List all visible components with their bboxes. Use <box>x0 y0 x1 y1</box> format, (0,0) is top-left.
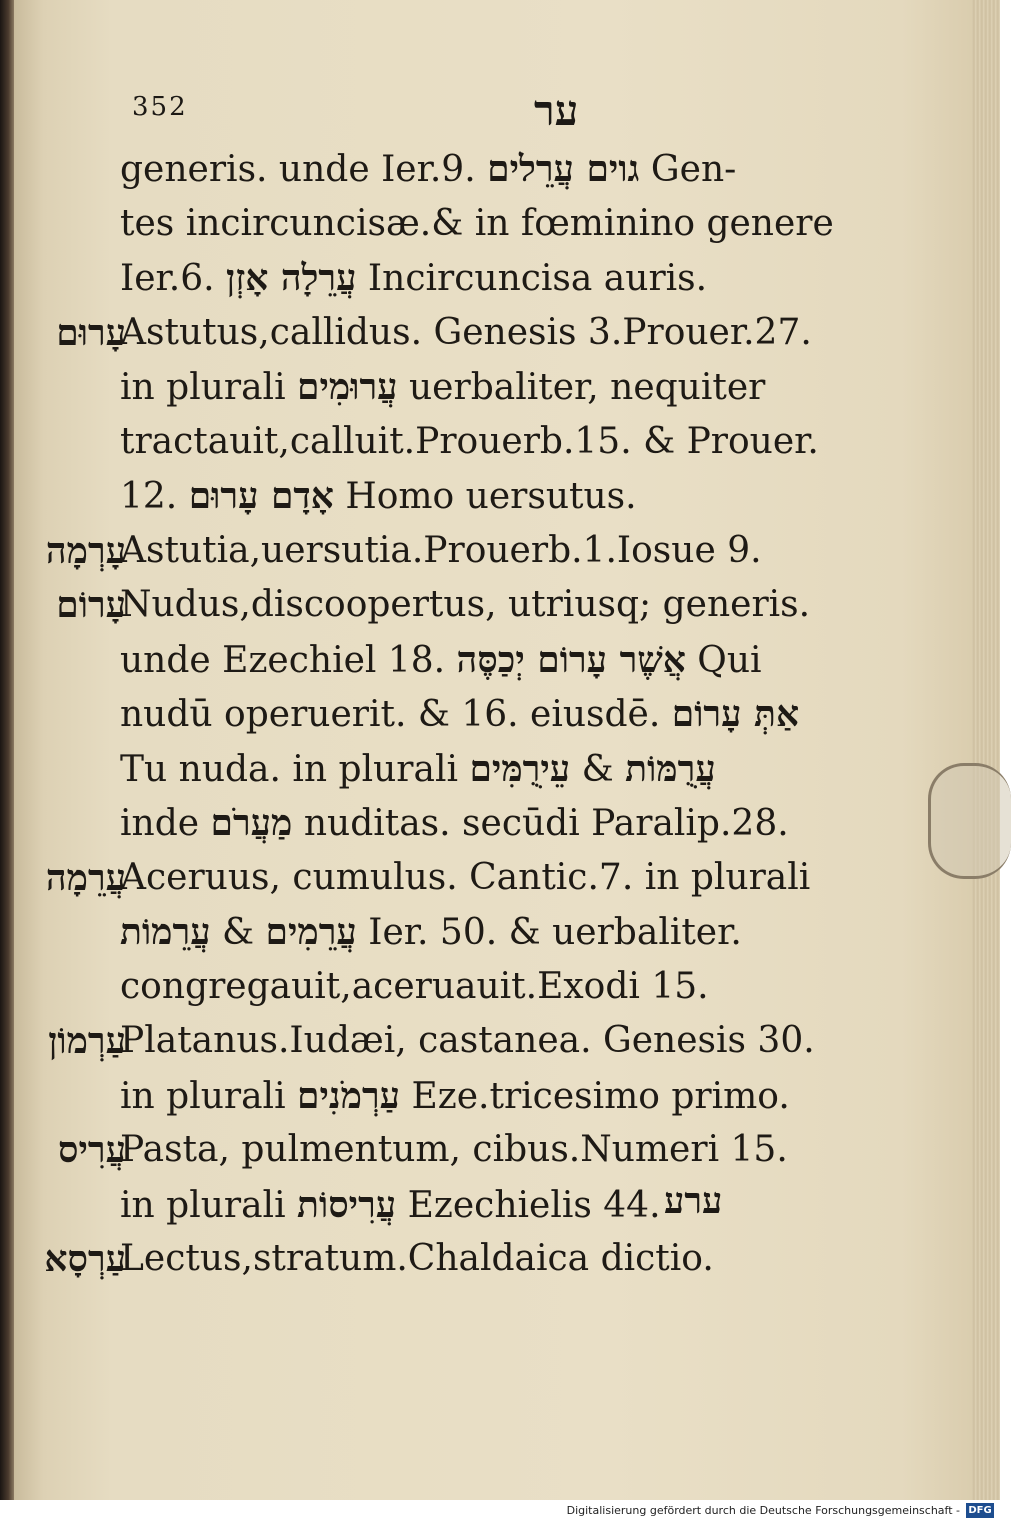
running-head <box>14 86 1000 142</box>
digitization-footer <box>0 1500 1000 1523</box>
latin-text: uerbaliter, nequiter <box>397 367 766 408</box>
page-number: 352 <box>132 92 188 122</box>
text-line <box>14 1123 1000 1178</box>
text-line <box>14 197 1000 252</box>
latin-text: tes incircuncisæ.& in fœminino genere <box>120 202 834 244</box>
text-line <box>14 142 1000 197</box>
dictionary-text <box>14 142 1000 1287</box>
latin-text: Ier.6. <box>120 258 227 299</box>
running-head-word: ער <box>534 86 579 135</box>
hebrew-word: גוים עֲרֵלים <box>487 148 640 190</box>
latin-text: Qui <box>685 639 762 681</box>
hebrew-word: אַתְּ עָרוֹם <box>671 693 800 735</box>
latin-text: nudū operuerit. & 16. eiusdē. <box>120 694 672 735</box>
line-body <box>120 1232 770 1287</box>
latin-text: Incircuncisa auris. <box>356 258 708 299</box>
text-line <box>14 1014 1000 1069</box>
text-line <box>14 960 1000 1015</box>
text-line <box>14 1069 1000 1124</box>
line-body <box>120 306 812 361</box>
text-line <box>14 1232 1000 1287</box>
hebrew-word: עֲרִיסוֹת <box>297 1183 397 1226</box>
hebrew-word: עֲרוּמִים <box>297 366 398 408</box>
latin-text: Ezechielis 44. <box>396 1184 661 1226</box>
latin-text: unde Ezechiel 18. <box>120 639 457 681</box>
latin-text: Homo uersutus. <box>333 476 637 517</box>
catchword-line <box>14 1180 1000 1230</box>
line-body <box>120 524 770 579</box>
text-line <box>14 796 1000 851</box>
line-body <box>120 469 770 525</box>
text-line <box>14 742 1000 797</box>
lemma-headword: עֲרֵמָה <box>45 856 126 899</box>
latin-text: nuditas. secūdi Paralip.28. <box>292 803 789 844</box>
latin-text: Aceruus, cumulus. Cantic.7. in plurali <box>120 856 811 898</box>
text-line <box>14 633 1000 688</box>
hebrew-word: עֵירֻמִּים <box>469 747 571 790</box>
line-body <box>120 197 834 252</box>
hebrew-word: מַעֲרֹם <box>210 802 293 844</box>
latin-text: congregauit,aceruauit.Exodi 15. <box>120 965 709 1007</box>
latin-text: Gen- <box>639 149 737 190</box>
latin-text: Eze.tricesimo primo. <box>400 1075 790 1117</box>
line-body <box>120 905 770 961</box>
text-line <box>14 578 1000 633</box>
hebrew-word: עַרְמֹנִים <box>297 1074 401 1117</box>
text-line <box>14 687 1000 742</box>
footer-credit: Digitalisierung gefördert durch die Deutsche Forschungsgemeinschaft - <box>566 1504 960 1517</box>
lemma-headword: עָרְמָה <box>45 529 126 572</box>
line-body <box>120 633 770 689</box>
hebrew-word: עֲרֵמוֹת <box>120 911 211 953</box>
lemma-headword: עַרְסָא <box>44 1238 126 1280</box>
line-body <box>120 742 770 798</box>
latin-text: inde <box>120 803 211 844</box>
hebrew-word: אֲשֶׁר עָרוֹם יְכַסֶּה <box>456 638 686 681</box>
line-body <box>120 360 770 416</box>
line-body <box>120 251 770 307</box>
line-body <box>120 1014 815 1069</box>
text-line <box>14 415 1000 470</box>
text-line <box>14 905 1000 960</box>
text-line <box>14 469 1000 524</box>
line-body <box>120 687 800 743</box>
latin-text: in plurali <box>120 1184 298 1226</box>
book-spine <box>0 0 14 1500</box>
latin-text: tractauit,calluit.Prouerb.15. & Prouer. <box>120 420 819 462</box>
text-line <box>14 306 1000 361</box>
latin-text: in plurali <box>120 367 298 408</box>
catchword: ערע <box>664 1180 723 1222</box>
line-body <box>120 796 789 852</box>
latin-text: & <box>210 912 266 953</box>
line-body <box>120 851 811 906</box>
line-body <box>120 1123 788 1178</box>
latin-text: Pasta, pulmentum, cibus.Numeri 15. <box>120 1129 788 1170</box>
text-line <box>14 524 1000 579</box>
line-body <box>120 415 819 470</box>
line-body <box>120 960 770 1015</box>
line-body <box>120 1069 790 1125</box>
book-page <box>14 0 1000 1500</box>
book-clasp <box>928 763 1011 879</box>
dfg-logo: DFG <box>966 1503 994 1518</box>
latin-text: generis. unde Ier.9. <box>120 149 488 190</box>
latin-text: Platanus.Iudæi, castanea. Genesis 30. <box>120 1020 815 1061</box>
text-line <box>14 251 1000 306</box>
latin-text: & <box>570 748 626 790</box>
lemma-headword: עָרוּם <box>56 311 126 354</box>
latin-text: Nudus,discoopertus, utriusq; generis. <box>120 584 811 625</box>
hebrew-word: אָדָם עָרוּם <box>188 475 334 517</box>
latin-text: Ier. 50. & uerbaliter. <box>356 912 742 953</box>
hebrew-word: עֲרֻמּוֹת <box>625 747 716 790</box>
line-body <box>120 578 811 633</box>
line-body <box>120 142 770 198</box>
latin-text: Astutia,uersutia.Prouerb.1.Iosue 9. <box>120 529 762 571</box>
hebrew-word: עֲרֵמִים <box>265 911 357 953</box>
latin-text: Tu nuda. in plurali <box>120 748 470 790</box>
lemma-headword: עָרוֹם <box>56 584 126 626</box>
text-line <box>14 851 1000 906</box>
text-line <box>14 360 1000 415</box>
latin-text: Lectus,stratum.Chaldaica dictio. <box>120 1238 714 1279</box>
hebrew-word: עֲרֵלָה אָזְן <box>226 257 357 299</box>
latin-text: Astutus,callidus. Genesis 3.Prouer.27. <box>120 311 812 353</box>
lemma-headword: עַרְמוֹן <box>48 1020 126 1062</box>
latin-text: in plurali <box>120 1075 298 1117</box>
lemma-headword: עֲרִיס <box>58 1129 126 1171</box>
latin-text: 12. <box>120 476 189 517</box>
